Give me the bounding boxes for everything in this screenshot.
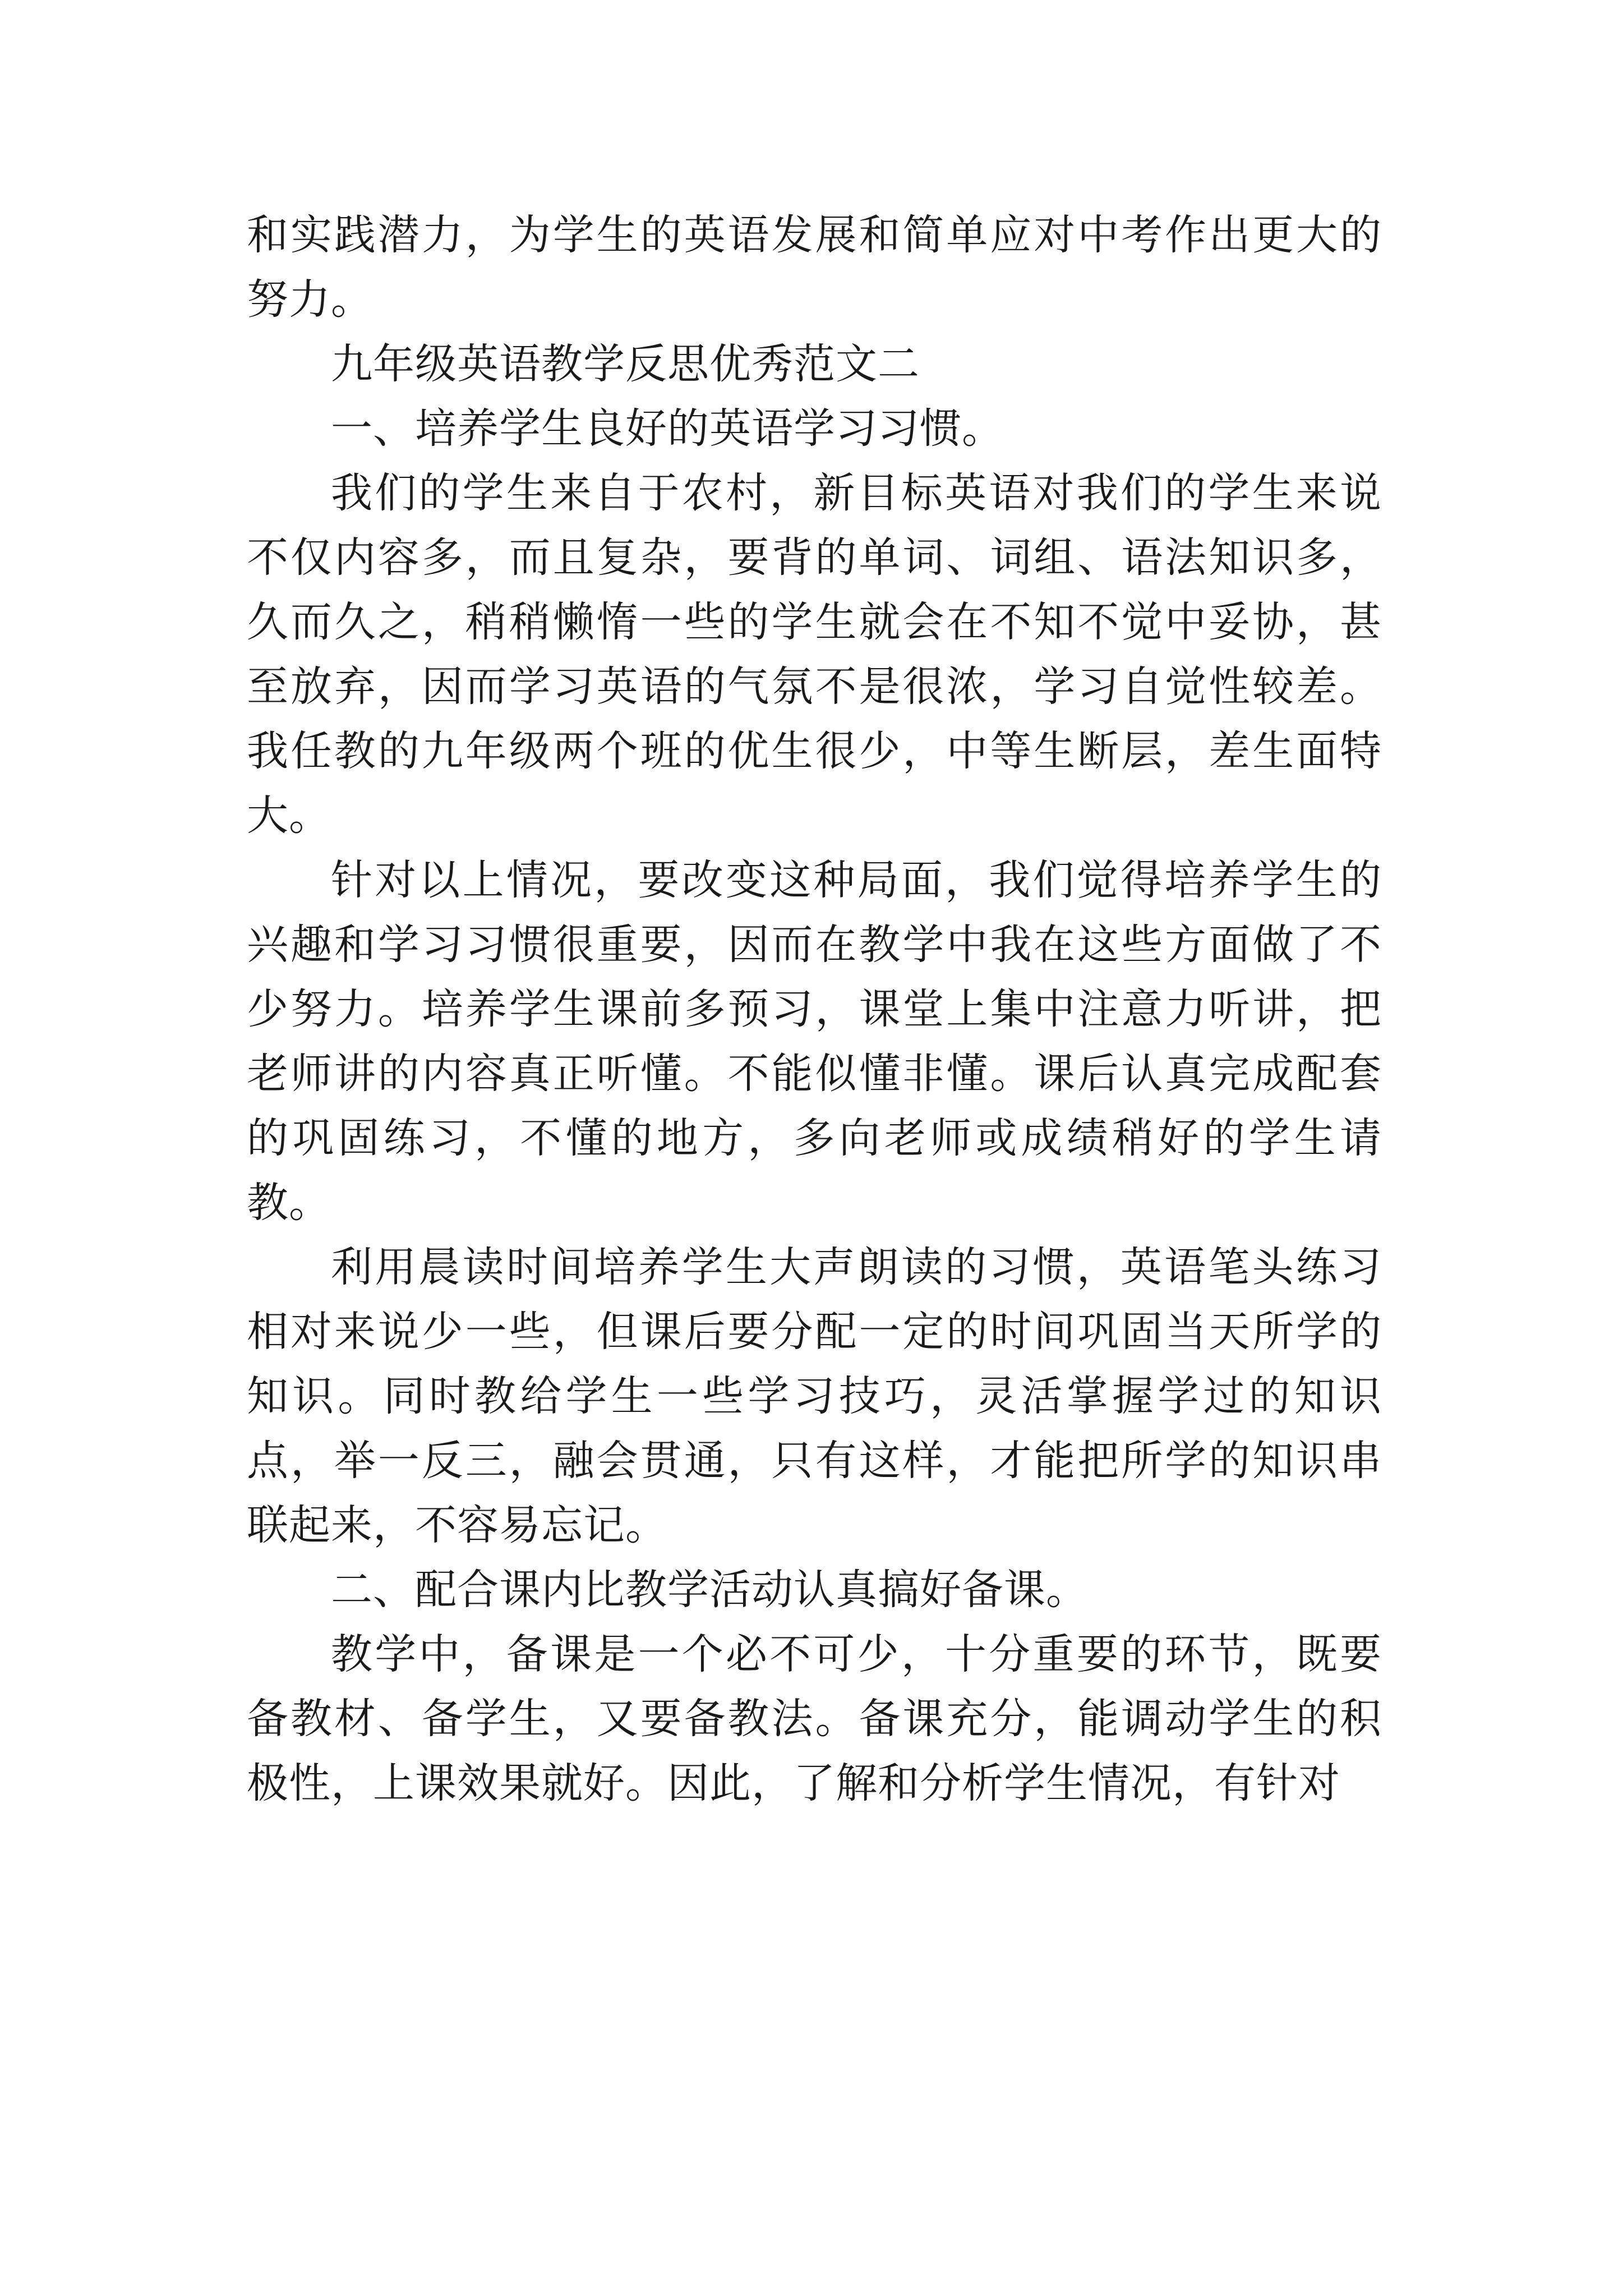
paragraph: 利用晨读时间培养学生大声朗读的习惯，英语笔头练习相对来说少一些，但课后要分配一定的时间巩固当天所学的知识。同时教给学生一些学习技巧，灵活掌握学过的知识点，举一反三，融会贯通，只有这样，才能把所学的知识串联起来，不容易忘记。 (247, 1243, 1382, 1549)
paragraph: 针对以上情况，要改变这种局面，我们觉得培养学生的兴趣和学习习惯很重要，因而在教学中我在这些方面做了不少努力。培养学生课前多预习，课堂上集中注意力听讲，把老师讲的内容真正听懂。不能似懂非懂。课后认真完成配套的巩固练习，不懂的地方，多向老师或成绩稍好的学生请教。 (247, 856, 1382, 1227)
section-title: 九年级英语教学反思优秀范文二 (331, 340, 920, 388)
paragraph-continuation: 和实践潜力，为学生的英语发展和简单应对中考作出更大的努力。 (247, 211, 1382, 324)
paragraph: 我们的学生来自于农村，新目标英语对我们的学生来说不仅内容多，而且复杂，要背的单词、词组、语法知识多，久而久之，稍稍懒惰一些的学生就会在不知不觉中妥协，甚至放弃，因而学习英语的气氛不是很浓，学习自觉性较差。我任教的九年级两个班的优生很少，中等生断层，差生面特大。 (247, 469, 1382, 840)
heading-two: 二、配合课内比教学活动认真搞好备课。 (331, 1566, 1088, 1614)
paragraph: 教学中，备课是一个必不可少，十分重要的环节，既要备教材、备学生，又要备教法。备课充分，能调动学生的积极性，上课效果就好。因此，了解和分析学生情况，有针对 (247, 1630, 1382, 1807)
heading-one: 一、培养学生良好的英语学习习惯。 (331, 404, 1004, 453)
document-body (247, 203, 1382, 1816)
